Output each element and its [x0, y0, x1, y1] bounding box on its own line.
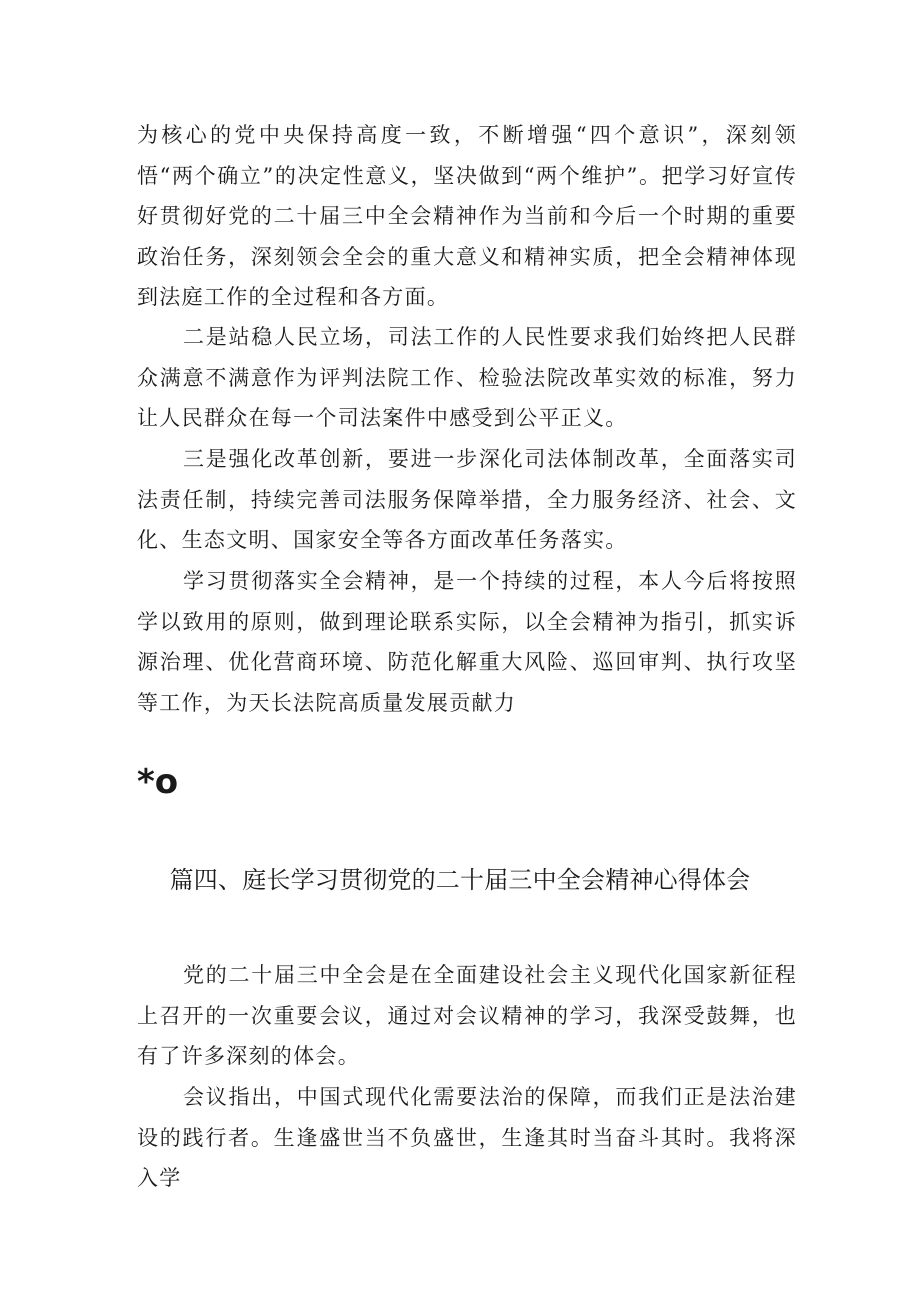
paragraph-rule-of-law: 会议指出，中国式现代化需要法治的保障，而我们正是法治建设的践行者。生逢盛世当不负盛世，生逢其时当奋斗其时。我将深入学: [137, 1085, 797, 1190]
paragraph-point-three: 三是强化改革创新，要进一步深化司法体制改革，全面落实司法责任制，持续完善司法服务保障举措，全力服务经济、社会、文化、生态文明、国家安全等各方面改革任务落实。: [137, 447, 797, 552]
paragraph-conclusion: 学习贯彻落实全会精神，是一个持续的过程，本人今后将按照学以致用的原则，做到理论联系实际，以全会精神为指引，抓实诉源治理、优化营商环境、防范化解重大风险、巡回审判、执行攻坚等工作，为天长法院高质量发展贡献力: [137, 569, 797, 715]
paragraph-continuation: 为核心的党中央保持高度一致，不断增强“四个意识”，深刻领悟“两个确立”的决定性意义，坚决做到“两个维护”。把学习好宣传好贯彻好党的二十届三中全会精神作为当前和今后一个时期的重要政治任务，深刻领会全会的重大意义和精神实质，把全会精神体现到法庭工作的全过程和各方面。: [137, 123, 797, 309]
section-mark: *o: [137, 762, 179, 802]
section-heading: 篇四、庭长学习贯彻党的二十届三中全会精神心得体会: [169, 866, 751, 894]
paragraph-point-two: 二是站稳人民立场，司法工作的人民性要求我们始终把人民群众满意不满意作为评判法院工作、检验法院改革实效的标准，努力让人民群众在每一个司法案件中感受到公平正义。: [137, 325, 797, 430]
paragraph-intro: 党的二十届三中全会是在全面建设社会主义现代化国家新征程上召开的一次重要会议，通过对会议精神的学习，我深受鼓舞，也有了许多深刻的体会。: [137, 963, 797, 1068]
